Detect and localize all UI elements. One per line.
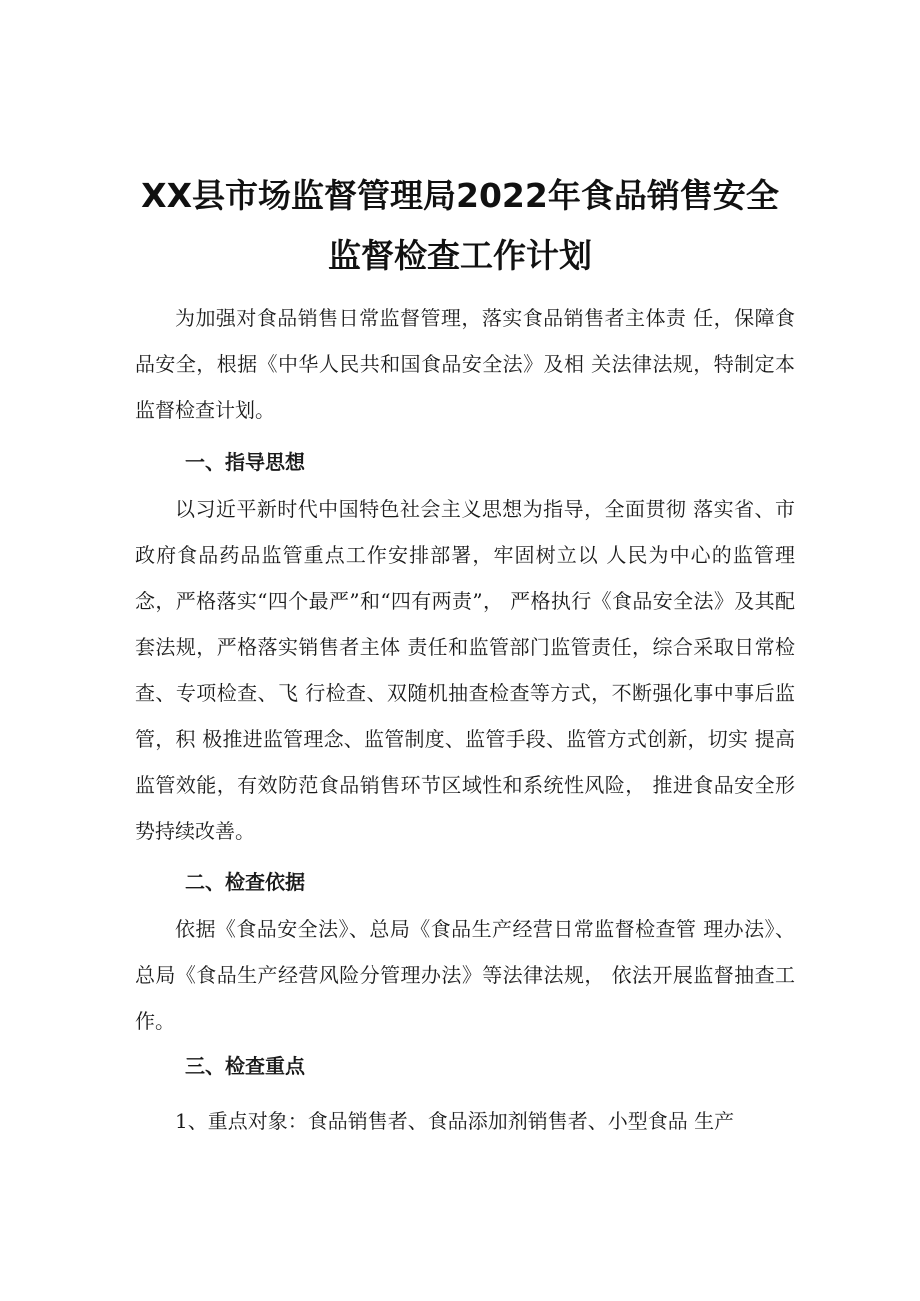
document-title-line-2: 监督检查工作计划 bbox=[328, 236, 592, 275]
document-title-line-1: XX县市场监督管理局2022年食品销售安全 bbox=[141, 176, 779, 215]
section-1-body: 以习近平新时代中国特色社会主义思想为指导，全面贯彻 落实省、市政府食品药品监管重点工作安排部署，牢固树立以 人民为中心的监管理念，严格落实“四个最严”和“四有两责”， 严格执行《食品安全法》及其配套法规，严格落实销售者主体 责任和监管部门监管责任，综合采取日常检查、专项检查、飞 行检查、双随机抽查检查等方式，不断强化事中事后监管，积 极推进监管理念、监管制度、监管手段、监管方式创新，切实 提高监管效能，有效防范食品销售环节区域性和系统性风险， 推进食品安全形势持续改善。 bbox=[135, 497, 795, 843]
section-3-heading: 三、检查重点 bbox=[185, 1054, 305, 1078]
intro-paragraph: 为加强对食品销售日常监督管理，落实食品销售者主体责 任，保障食品安全，根据《中华人民共和国食品安全法》及相 关法律法规，特制定本监督检查计划。 bbox=[135, 306, 795, 422]
section-2-heading: 二、检查依据 bbox=[185, 870, 305, 894]
section-1-heading: 一、指导思想 bbox=[185, 450, 305, 474]
section-3-item-1: 1、重点对象：食品销售者、食品添加剂销售者、小型食品 生产 bbox=[175, 1109, 735, 1133]
section-2-body: 依据《食品安全法》、总局《食品生产经营日常监督检查管 理办法》、总局《食品生产经营风险分管理办法》等法律法规， 依法开展监督抽查工作。 bbox=[135, 917, 795, 1033]
